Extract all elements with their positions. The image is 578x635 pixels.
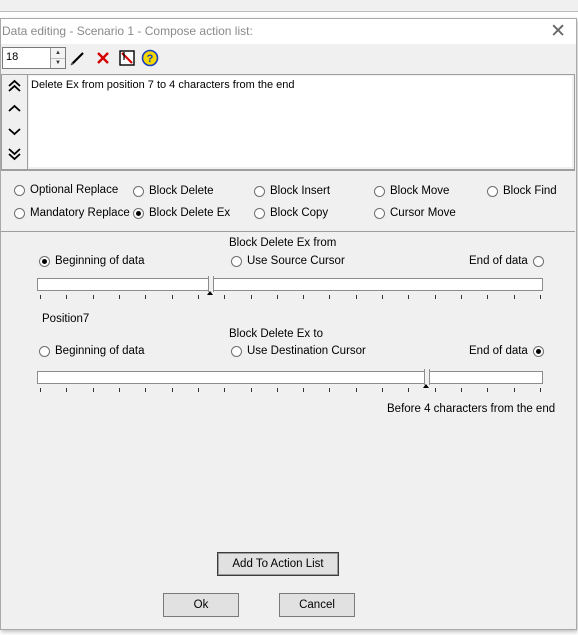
radio-label: Block Insert <box>270 185 331 197</box>
radio-circle[interactable] <box>133 186 144 197</box>
radio-label: Block Find <box>503 185 557 197</box>
slider-thumb[interactable] <box>208 276 214 292</box>
radio-label: Beginning of data <box>55 345 145 357</box>
radio-circle[interactable] <box>14 185 25 196</box>
radio-circle[interactable] <box>39 256 50 267</box>
close-icon[interactable]: ✕ <box>550 20 566 42</box>
slider-tick <box>514 295 515 299</box>
dialog-window <box>0 18 577 630</box>
radio-circle[interactable] <box>374 186 385 197</box>
radio-label: Mandatory Replace <box>30 207 130 219</box>
slider-tick <box>93 295 94 299</box>
down-icon[interactable] <box>6 123 23 140</box>
slider-tick <box>540 295 541 299</box>
from-position-slider[interactable] <box>37 278 543 304</box>
slider-tick <box>119 388 120 392</box>
slider-track[interactable] <box>37 371 543 384</box>
to-position-label: Before 4 characters from the end <box>387 403 556 415</box>
slider-tick <box>382 295 383 299</box>
help-icon[interactable] <box>140 48 160 68</box>
slider-tick <box>66 295 67 299</box>
slider-ticks <box>37 295 543 301</box>
title-bar <box>1 19 576 44</box>
toolbar <box>1 45 576 71</box>
radio-circle[interactable] <box>231 256 242 267</box>
slider-tick <box>303 295 304 299</box>
radio-circle[interactable] <box>14 208 25 219</box>
window-title: Data editing - Scenario 1 - Compose action list: <box>2 24 253 38</box>
pencil-icon[interactable] <box>68 48 88 68</box>
radio-circle[interactable] <box>231 346 242 357</box>
spin-up-icon[interactable]: ▲ <box>51 48 65 59</box>
radio-circle[interactable] <box>39 346 50 357</box>
slider-tick <box>198 388 199 392</box>
background-window-edge <box>0 0 578 12</box>
slider-tick <box>119 295 120 299</box>
slider-tick <box>487 388 488 392</box>
slider-tick <box>461 388 462 392</box>
radio-label: Block Copy <box>270 207 329 219</box>
slider-tick <box>329 295 330 299</box>
radio-circle[interactable] <box>254 208 265 219</box>
spin-down-icon[interactable]: ▼ <box>55 60 61 66</box>
to-position-slider[interactable] <box>37 371 543 397</box>
slider-tick <box>435 388 436 392</box>
spinner-buttons <box>50 48 65 68</box>
slider-tick <box>435 295 436 299</box>
slider-tick <box>198 295 199 299</box>
slider-tick <box>224 295 225 299</box>
radio-label: Use Destination Cursor <box>247 345 366 357</box>
slider-ticks <box>37 388 543 394</box>
action-list-textarea[interactable] <box>29 76 572 167</box>
slider-tick <box>40 388 41 392</box>
slider-tick <box>408 388 409 392</box>
navigation-arrows <box>2 75 28 169</box>
slider-tick <box>251 295 252 299</box>
radio-circle[interactable] <box>533 256 544 267</box>
svg-text:?: ? <box>146 53 154 65</box>
slider-tick <box>145 295 146 299</box>
radio-label: Cursor Move <box>390 207 456 219</box>
slider-tick <box>66 388 67 392</box>
radio-circle[interactable] <box>254 186 265 197</box>
radio-label: Use Source Cursor <box>247 255 345 267</box>
from-heading: Block Delete Ex from <box>229 237 337 249</box>
count-spinner-value[interactable]: 18 <box>6 51 19 63</box>
clear-icon[interactable] <box>117 48 137 68</box>
up-icon[interactable] <box>6 100 23 117</box>
from-position-label: Position7 <box>42 313 90 325</box>
radio-circle[interactable] <box>487 186 498 197</box>
radio-circle[interactable] <box>133 208 144 219</box>
slider-tick <box>487 295 488 299</box>
slider-tick <box>93 388 94 392</box>
slider-tick <box>277 295 278 299</box>
count-spinner[interactable] <box>2 47 66 69</box>
slider-tick <box>172 388 173 392</box>
slider-tick <box>277 388 278 392</box>
slider-tick <box>540 388 541 392</box>
from-end-label: End of data <box>469 255 528 267</box>
slider-tick <box>145 388 146 392</box>
radio-label: Block Delete <box>149 185 214 197</box>
slider-tick <box>303 388 304 392</box>
double-down-icon[interactable] <box>6 146 23 163</box>
to-heading: Block Delete Ex to <box>229 328 323 340</box>
slider-tick <box>172 295 173 299</box>
slider-tick <box>461 295 462 299</box>
radio-label: Block Delete Ex <box>149 207 231 219</box>
delete-x-icon[interactable] <box>93 48 113 68</box>
add-to-action-list-button[interactable]: Add To Action List <box>217 552 339 576</box>
radio-label: Block Move <box>390 185 450 197</box>
operation-type-group <box>1 170 575 232</box>
slider-tick <box>329 388 330 392</box>
radio-label: Beginning of data <box>55 255 145 267</box>
to-end-label: End of data <box>469 345 528 357</box>
slider-tick <box>224 388 225 392</box>
slider-tick <box>382 388 383 392</box>
double-up-icon[interactable] <box>6 77 23 94</box>
action-list-editor <box>1 74 575 170</box>
slider-tick <box>356 388 357 392</box>
slider-tick <box>40 295 41 299</box>
slider-thumb[interactable] <box>424 369 430 385</box>
slider-tick <box>251 388 252 392</box>
slider-tick <box>408 295 409 299</box>
slider-track[interactable] <box>37 278 543 291</box>
ok-button[interactable]: Ok <box>163 593 239 617</box>
radio-circle[interactable] <box>374 208 385 219</box>
radio-label: Optional Replace <box>30 184 119 196</box>
radio-circle[interactable] <box>533 346 544 357</box>
slider-tick <box>356 295 357 299</box>
action-list-entry[interactable]: Delete Ex from position 7 to 4 characters from the end <box>31 79 295 91</box>
cancel-button[interactable]: Cancel <box>279 593 355 617</box>
slider-tick <box>514 388 515 392</box>
